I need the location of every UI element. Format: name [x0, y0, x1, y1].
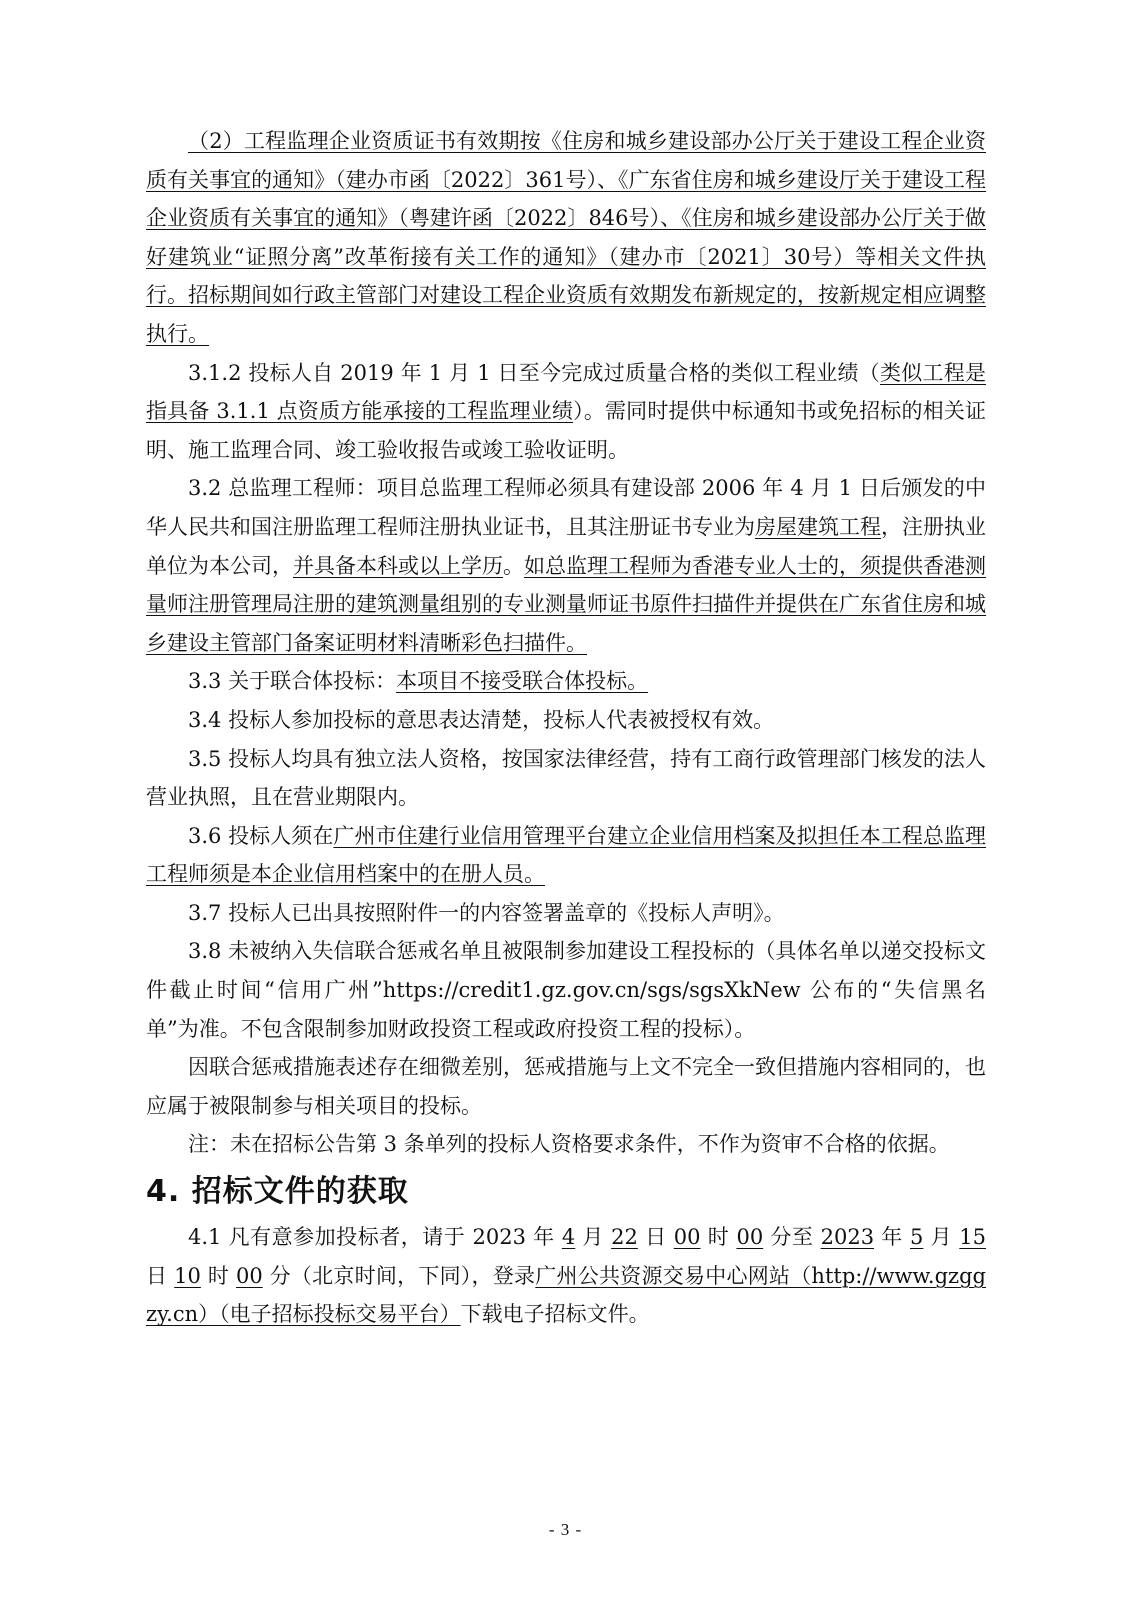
p12-text-a8: 日	[146, 1263, 175, 1288]
p12-start-minute: 00	[736, 1225, 764, 1250]
p12-text-a9: 时	[200, 1263, 236, 1288]
p3-text-c: ，注册执业单位为本公司，	[146, 514, 986, 578]
paragraph-3-8: 3.8 未被纳入失信联合惩戒名单且被限制参加建设工程投标的（具体名单以递交投标文件截止时间“信用广州”https://credit1.gz.gov.cn/sgs/sgsXkNew 公布的“失信黑名单”为准。不包含限制参加财政投资工程或政府投资工程的投标）。	[146, 939, 986, 1041]
paragraph-3-5: 3.5 投标人均具有独立法人资格，按国家法律经营，持有工商行政管理部门核发的法人营业执照，且在营业期限内。	[146, 746, 986, 810]
p12-end-month: 5	[910, 1225, 924, 1250]
paragraph-3-3	[146, 662, 986, 701]
p12-text-a2: 月	[575, 1225, 612, 1250]
p12-text-a5: 分至	[763, 1225, 821, 1250]
p4-no-consortium: 本项目不接受联合体投标。	[396, 669, 649, 694]
paragraph-joint-punishment: 因联合惩戒措施表述存在细微差别，惩戒措施与上文不完全一致但措施内容相同的，也应属于被限制参与相关项目的投标。	[146, 1055, 986, 1118]
p3-specialty: 房屋建筑工程	[755, 514, 881, 539]
paragraph-3-6	[146, 817, 986, 894]
p12-start-hour: 00	[673, 1225, 701, 1250]
p12-text-a: 4.1 凡有意参加投标者，请于 2023 年	[188, 1225, 562, 1250]
p12-end-hour: 10	[174, 1263, 201, 1288]
p3-text-e: 。	[503, 553, 524, 578]
p2-text-a: 3.1.2 投标人自 2019 年 1 月 1 日至今完成过质量合格的类似工程业绩（	[188, 360, 881, 385]
paragraph-4-1	[146, 1218, 986, 1334]
p3-hongkong-requirement: 如总监理工程师为香港专业人士的，须提供香港测量师注册管理局注册的建筑测量组别的专业测量师证书原件扫描件并提供在广东省住房和城乡建设主管部门备案证明材料清晰彩色扫描件。	[146, 553, 986, 655]
paragraph-qualification-validity: （2）工程监理企业资质证书有效期按《住房和城乡建设部办公厅关于建设工程企业资质有关事宜的通知》（建办市函〔2022〕361号）、《广东省住房和城乡建设厅关于建设工程企业资质有关事宜的通知》（粤建许函〔2022〕846号）、《住房和城乡建设部办公厅关于做好建筑业“证照分离”改革衔接有关工作的通知》（建办市〔2021〕30号）等相关文件执行。招标期间如行政主管部门对建设工程企业资质有效期发布新规定的，按新规定相应调整执行。	[146, 129, 986, 346]
p12-start-month: 4	[561, 1225, 576, 1250]
p12-text-a6: 年	[874, 1225, 910, 1250]
p12-end-minute: 00	[235, 1263, 263, 1288]
page-number: - 3 -	[548, 1520, 583, 1539]
p2-text-c: ）。需同时提供中标通知书或免招标的相关证明、施工监理合同、竣工验收报告或竣工验收证明。	[146, 399, 986, 462]
p12-text-a4: 时	[700, 1225, 737, 1250]
paragraph-3-4: 3.4 投标人参加投标的意思表达清楚，投标人代表被授权有效。	[188, 707, 775, 732]
p12-end-year: 2023	[820, 1225, 875, 1250]
section-heading-4: 4. 招标文件的获取	[146, 1174, 409, 1210]
p12-start-day: 22	[611, 1225, 638, 1250]
paragraph-note: 注：未在招标公告第 3 条单列的投标人资格要求条件，不作为资审不合格的依据。	[188, 1132, 950, 1157]
p12-website-link[interactable]: 广州公共资源交易中心网站（http://www.gzggzy.cn）（电子招标投标交易平台）	[146, 1263, 986, 1327]
p7-credit-platform: 广州市住建行业信用管理平台建立企业信用档案及拟担任本工程总监理工程师须是本企业信用档案中的在册人员。	[146, 823, 987, 887]
p12-text-a11: 下载电子招标文件。	[460, 1302, 650, 1327]
p2-underlined-definition: 类似工程是指具备 3.1.1 点资质方能承接的工程监理业绩	[146, 360, 987, 424]
p12-text-a7: 月	[923, 1225, 960, 1250]
p7-text-a: 3.6 投标人须在	[188, 823, 334, 848]
p3-education: 并具备本科或以上学历	[293, 553, 503, 578]
paragraph-3-1-2	[146, 354, 986, 470]
p4-text-a: 3.3 关于联合体投标：	[188, 669, 397, 694]
paragraph-3-2	[146, 469, 986, 662]
p3-text-a: 3.2 总监理工程师：项目总监理工程师必须具有建设部 2006 年 4 月 1 日后颁发的中华人民共和国注册监理工程师注册执业证书，且其注册证书专业为	[146, 476, 986, 539]
p12-text-a10: 分（北京时间，下同），登录	[262, 1263, 536, 1288]
p12-end-day: 15	[959, 1225, 987, 1250]
document-body	[146, 122, 986, 1334]
p12-text-a3: 日	[637, 1225, 674, 1250]
paragraph-3-7: 3.7 投标人已出具按照附件一的内容签署盖章的《投标人声明》。	[188, 900, 785, 925]
